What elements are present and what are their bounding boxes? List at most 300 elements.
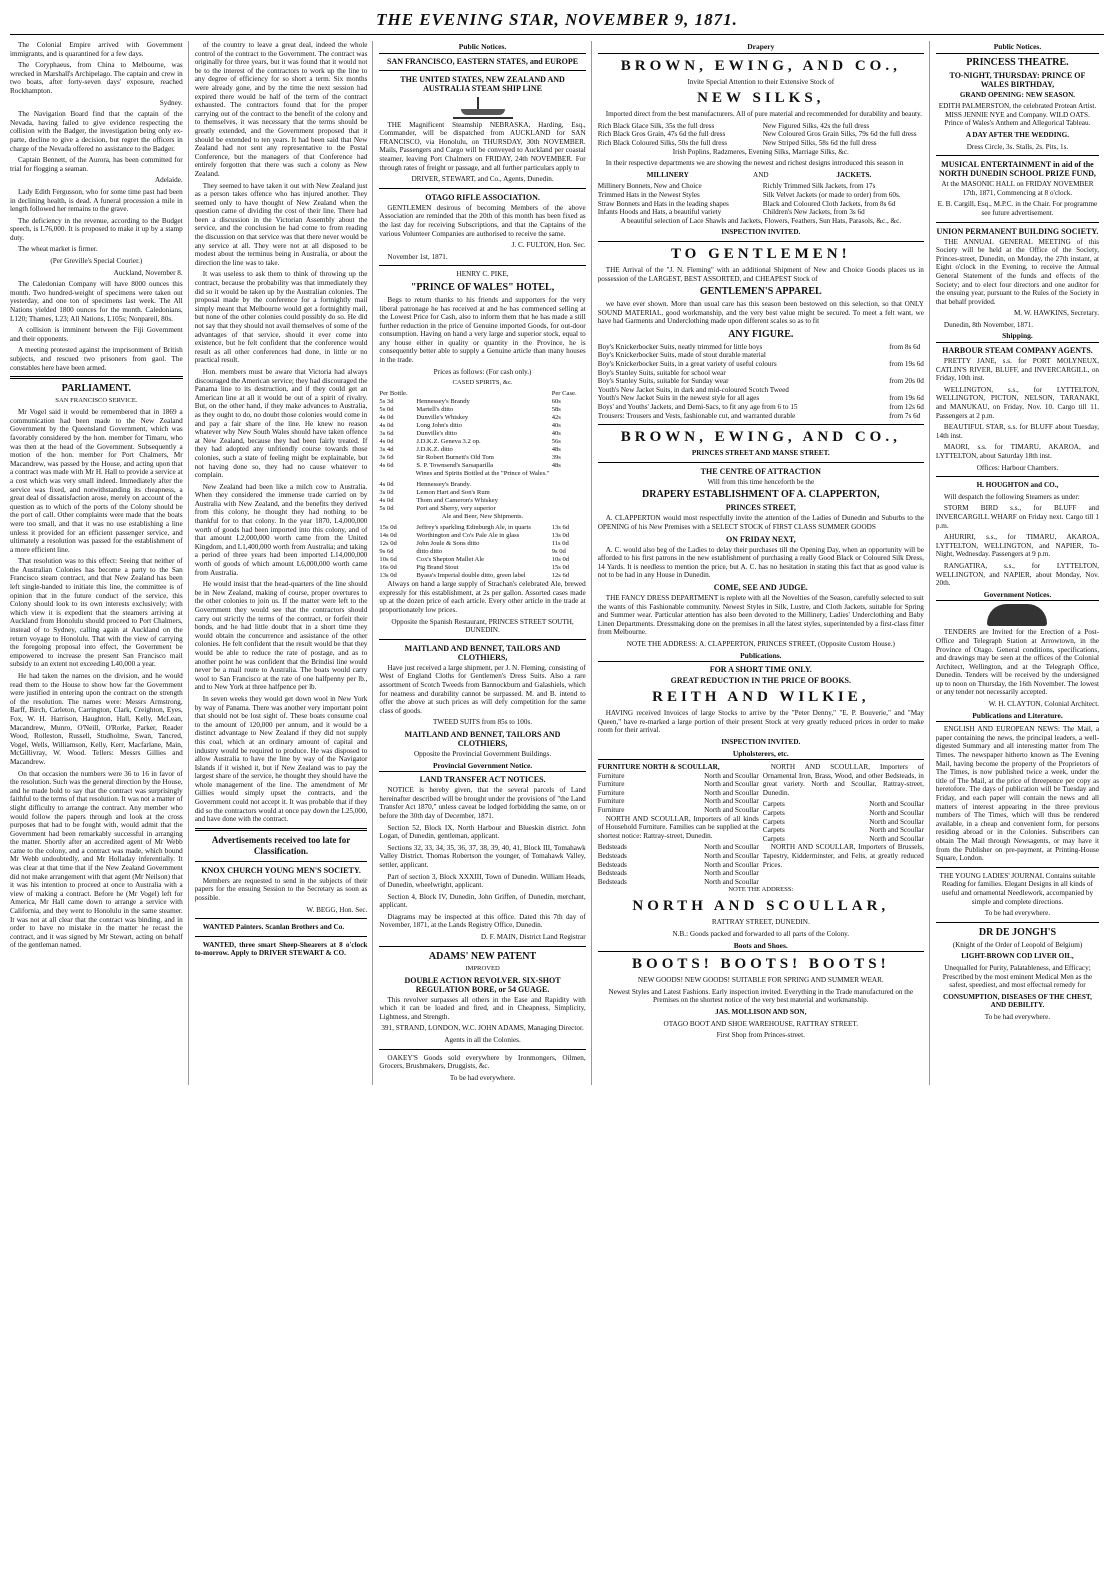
ad-title: GREAT REDUCTION IN THE PRICE OF BOOKS.	[670, 676, 851, 686]
ad-prices: Dress Circle, 3s. Stalls, 2s. Pits, 1s.	[966, 142, 1069, 151]
ad-title: FOR A SHORT TIME ONLY.	[709, 665, 812, 675]
list-item: Millinery Bonnets, New and Choice	[597, 182, 702, 191]
ad-body: GENTLEMEN desirous of becoming Members of the above Association are reminded that the 20th of this month has been fixed as the last day for receiving Subscriptions, and that the Captains of the various Volunteer Companies are authorised to receive the same.	[379, 203, 586, 238]
price-cell: 48s	[551, 462, 561, 470]
ad-tail: To be had everywhere.	[984, 1012, 1051, 1021]
divider	[195, 936, 368, 937]
price-cell	[889, 369, 924, 378]
item-name: Furniture	[597, 771, 625, 780]
ad-signature: W. BEGG, Hon. Sec.	[306, 905, 368, 914]
ad-signature: J. C. FULTON, Hon. Sec.	[511, 241, 586, 250]
price-cell: 9s 6d	[379, 548, 394, 556]
list-item: Youth's New Jacket Suits in the newest style for all ages	[597, 394, 760, 403]
ad-wanted: WANTED Painters. Scanlan Brothers and Co.	[202, 923, 345, 932]
list-item	[598, 806, 759, 815]
ad-title: KNOX CHURCH YOUNG MEN'S SOCIETY.	[201, 865, 361, 875]
ad-title: ADAMS' NEW PATENT	[428, 950, 537, 962]
prices-subheading: CASED SPIRITS, &c.	[452, 379, 513, 387]
ad-title: REITH AND WILKIE,	[652, 689, 870, 706]
list-item: Boy's Knickerbocker Suits, made of stout durable material	[597, 351, 766, 360]
item-name: Pig Brand Stout	[416, 564, 459, 572]
item-name: Dunville's Whiskey	[416, 414, 469, 422]
shipping-item: STORM BIRD s.s., for BLUFF and INVERCARGILL WHARF on Friday next. Cargo till 1 p.m.	[935, 504, 1100, 530]
item-name: Thom and Cameron's Whiskey	[416, 497, 498, 505]
list-item: Trimmed Hats in the Newest Styles	[597, 190, 700, 199]
ad-title: BROWN, EWING, AND CO.,	[620, 429, 901, 446]
dateline: Auckland, November 8.	[113, 268, 183, 277]
dateline: Adelaide.	[154, 176, 183, 185]
divider	[379, 265, 585, 266]
divider	[598, 462, 924, 463]
ad-body: THE ANNUAL GENERAL MEETING of this Society will be held at the Office of the Society, Princes-street, Dunedin, on Monday, the 27th instant, at Eight o'clock in the Evening, to receive the Annual General Statement of the funds and effects of the Society; and to elect four directors and one auditor for the ensuing year, pursuant to the Rules of the Society in that behalf provided.	[935, 237, 1100, 306]
ad-highlight: INSPECTION INVITED.	[721, 228, 801, 237]
list-item: New Figured Silks, 42s the full dress	[762, 121, 870, 130]
item-name: Furniture	[597, 780, 625, 789]
shipping-item: MAORI, s.s. for TIMARU, AKAROA, and LYTTELTON, about Saturday 18th inst.	[935, 443, 1100, 460]
price-cell: 13s 0d	[551, 532, 570, 540]
item-maker: North and Scoullar	[704, 860, 759, 869]
ad-subtitle: PRINCES STREET,	[725, 503, 796, 513]
item-name: Sir Robert Burnett's Old Tom	[416, 454, 494, 462]
north-scoullar-block	[598, 763, 924, 886]
ad-body: Imported direct from the best manufacturers. All of pure material and recommended for durability and beauty.	[605, 110, 922, 119]
section-header: Drapery	[598, 43, 924, 54]
ad-address: OTAGO BOOT AND SHOE WAREHOUSE, RATTRAY STREET.	[663, 1019, 859, 1028]
ad-subtitle: IMPROVED	[465, 964, 500, 972]
shipping-item: RANGATIRA, s.s., for LYTTELTON, WELLINGTON, and NAPIER, about Monday, Nov. 20th.	[935, 561, 1100, 588]
divider	[379, 639, 585, 640]
list-item: Rich Black Gros Grain, 47s 6d the full dress	[597, 130, 726, 139]
ad-date: Dunedin, 8th November, 1871.	[943, 320, 1034, 329]
item-maker: North and Scoullar	[869, 817, 924, 826]
item-name: S. P. Townsend's Sarsaparilla	[416, 462, 494, 470]
ad-signature: DRIVER, STEWART, and Co., Agents, Dunedin.	[411, 175, 554, 184]
price-cell	[552, 497, 586, 505]
list-item	[598, 797, 759, 806]
item-name: Furniture	[597, 797, 625, 806]
ad-address: RATTRAY STREET, DUNEDIN.	[711, 918, 810, 927]
ad-address: NOTE THE ADDRESS: A. CLAPPERTON, PRINCES STREET, (Opposite Custom House.)	[626, 639, 895, 648]
price-cell: from 8s 6d	[889, 342, 921, 351]
ad-body: NOTICE is hereby given, that the several parcels of Land hereinafter described will be brought under the provisions of "the Land Transfer Act 1870," unless caveat be lodged forbidding the same, on or before the 30th day of December, 1871.	[379, 786, 586, 820]
article-paragraph: Mr Vogel said it would be remembered that in 1869 a communication had been made to the New Zealand Government by the Queensland Government, which was favorably considered by the hon. member for Timaru, who was then at the head of the Government. Subsequently a motion of the hon. member for Port Chalmers, Mr Macandrew, was passed by the House, and acting upon that a contract was made with Mr H. Hall to provide a service at a cost which was very small indeed. Immediately after the service was fixed, and notwithstanding its cheapness, a great deal of dissatisfaction arose, merely on account of the question as to which of the ports of the Colony should be the port of call. Other complaints were made that the boats were too small, and that it was no use establishing a line unless it provided for an efficient passenger service, and ultimately a resolution was passed for the establishment of a more efficient line.	[10, 408, 183, 554]
section-header: Shipping.	[936, 332, 1099, 343]
item-name: Carpets	[762, 834, 785, 843]
ad-subtitle: A DAY AFTER THE WEDDING.	[965, 130, 1070, 139]
ad-subtitle: ANY FIGURE.	[728, 328, 794, 340]
ad-body: Diagrams may be inspected at this office. Dated this 7th day of November, 1871, at the Lands Registry Office, Dunedin.	[379, 912, 586, 930]
prices-heading: Prices as follows: (For cash only.)	[433, 367, 532, 376]
list-item	[763, 818, 924, 827]
price-cell: from 12s 6d	[889, 403, 924, 412]
ad-tail: To be had everywhere.	[449, 1073, 516, 1082]
ad-subtitle: TO-NIGHT, THURSDAY: PRINCE OF WALES BIRTHDAY,	[949, 70, 1086, 89]
ad-body: A. C. would also beg of the Ladies to delay their purchases till the Opening Day, when an opportunity will be afforded to his first patrons in the new establishment of purchasing a really Good Black or Coloured Silk Dress, 14 Yards. It is needless to mention the price, but A. C. has no hesitation in stating this fact that as good value is not to be had in any House in Dunedin.	[597, 545, 924, 580]
price-col-label: Per Bottle.	[379, 390, 408, 398]
item-name: Carpets	[762, 800, 785, 809]
list-item: Infants Hoods and Hats, a beautiful variety	[597, 208, 722, 217]
price-cell: 16s 0d	[379, 564, 397, 572]
list-item: Boy's Stanley Suits, suitable for Sunday wear	[597, 377, 729, 386]
item-name: Bedsteads	[597, 843, 627, 852]
furniture-list	[598, 772, 759, 815]
news-item: A collision is imminent between the Fiji Government and their opponents.	[10, 326, 183, 343]
price-cell	[889, 386, 924, 395]
list-item: New Striped Silks, 58s 6d the full dress	[762, 138, 877, 147]
price-cell: 4s 0d	[379, 422, 394, 430]
item-name: Carpets	[762, 826, 785, 835]
shipping-item: WELLINGTON, s.s., for LYTTELTON, WELLINGTON, PICTON, NELSON, TARANAKI, and MANUKAU, on Friday, Nov. 10. Cargo till 11. Passengers at 2 p.m.	[935, 385, 1100, 420]
column-news	[10, 41, 189, 1085]
item-name: Long John's ditto	[416, 422, 462, 430]
price-cell: 4s 0d	[379, 481, 394, 489]
item-name: Byass's Imperial double ditto, green label	[416, 572, 526, 580]
ad-highlight: TWEED SUITS from 85s to 100s.	[433, 718, 533, 727]
ad-body: EDITH PALMERSTON, the celebrated Protean Artist. MISS JENNIE NYE and Company. WILD OATS. Prince of Wales's Anthem and Allegorical Tableau.	[938, 102, 1097, 128]
price-cell: 39s	[551, 454, 561, 462]
ad-body: Begs to return thanks to his friends and supporters for the very liberal patronage he has received at and he has commenced selling at the Lowest Price for Cash, also to inform them that he has made a still further reduction in the price of Genuine imported Goods, for out-door consumption. Having on hand a very large and superior stock, equal to any house either in quality or quantity in the Province, he is consequently better able to supply a Genuine article than many houses in the trade.	[379, 295, 586, 365]
source-line: (Per Greville's Special Courier.)	[50, 257, 143, 266]
ad-body: A. CLAPPERTON would most respectfully invite the attention of the Ladies of Dunedin and Suburbs to the OPENING of his New Premises with a SELECT STOCK of FIRST CLASS SUMMER GOODS	[597, 514, 924, 531]
ad-body: THE Arrival of the "J. N. Fleming" with an additional Shipment of New and Choice Goods places us in possession of the LARGEST, BEST ASSORTED, and CHEAPEST Stock of	[597, 265, 924, 283]
price-cell: 10s 0d	[551, 556, 570, 564]
divider	[598, 424, 924, 425]
price-cell: from 19s 6d	[889, 394, 924, 403]
ale-table	[379, 524, 585, 580]
item-name: Port and Sherry, very superior	[416, 505, 496, 513]
list-item	[598, 878, 759, 887]
ad-body: THE YOUNG LADIES' JOURNAL Contains suitable Reading for families. Elegant Designs in all kinds of useful and ornamental Needlework, accompanied by simple and complete directions.	[939, 871, 1096, 906]
ad-title: NORTH AND SCOULLAR,	[632, 898, 890, 915]
article-paragraph: They seemed to have taken it out with New Zealand just as a person takes offence who has injured another. They seemed only to have thought of New Zealand when the question came of dividing the cost of their line. There had been a discussion in the Victorian Assembly about the service, and the conclusion he had come to from reading the discussion on that service was that there never would be any service at all. They were not at all disposed to be modest about the terminus being in Australia, or about the direction the line was to take.	[194, 181, 368, 267]
ad-body: NORTH AND SCOULLAR, Importers of all kinds of Household Furniture. Families can be supplied at the shortest notice: Rattray-street, Dunedin.	[597, 814, 759, 840]
ad-body: TENDERS are Invited for the Erection of a Post-Office and Telegraph Station at Arrowtown, in the Province of Otago. General conditions, specifications, and drawings may be seen at the offices of the Colonial Architect, Wellington, and at the Telegraph Office, Dunedin. Tenders will be received by the undersigned up to noon on Thursday, the 16th November. The lowest or any tender not necessarily accepted.	[935, 628, 1100, 697]
price-cell: 4s 0d	[379, 497, 394, 505]
section-header: Public Notices.	[936, 43, 1099, 54]
news-item: The Navigation Board find that the captain of the Nevada, having failed to give evidence respecting the collision with the Badger, the investigation being only ex-parte, decline to give a decision, but regret the officers in charge of the Nevada offered no assistance to the Badger.	[10, 110, 183, 153]
ad-body: HAVING received Invoices of large Stocks to arrive by the "Peter Denny," "E. P. Bouverie," and "May Queen," have re-marked a large portion of their present Stock at very greatly reduced prices in order to make room for their arrival.	[597, 709, 924, 735]
news-item: The Coryphaeus, from China to Melbourne, was wrecked in Marshall's Archipelago. The captain and crew in two boats, after forty-seven days' exposure, reached Rockhampton.	[10, 61, 183, 95]
divider	[936, 867, 1099, 868]
divider	[379, 946, 585, 947]
item-name: Dunville's ditto	[416, 430, 457, 438]
divider	[379, 1049, 585, 1050]
columns	[10, 41, 1104, 1085]
item-maker: North and Scoullar	[704, 869, 759, 878]
ad-subtitle: Invite Special Attention to their Extensive Stock of	[687, 77, 835, 86]
list-item: Youth's New Jacket Suits, in dark and mid-coloured Scotch Tweed	[597, 385, 789, 394]
ad-body: Have just received a large shipment, per J. N. Fleming, consisting of West of England Cloths for Gentlemen's Dress Suits. Also a rare assortment of Scotch Tweeds from Bannockburn and Galashiels, which for neatness and durability cannot be surpassed. M. and B. intend to offer the above at such prices as will defy competition for the same class of goods.	[379, 663, 586, 715]
list-item	[598, 869, 759, 878]
item-name: Bedsteads	[597, 860, 627, 869]
ad-subtitle: LIGHT-BROWN COD LIVER OIL,	[961, 952, 1074, 961]
price-cell: 3s 6d	[379, 430, 394, 438]
list-item: Boys' and Youths' Jackets, and Demi-Sacs, to fit any age from 6 to 15	[597, 403, 798, 412]
item-name: Jeffrey's sparkling Edinburgh Ale, in quarts	[416, 524, 531, 532]
ad-highlight: INSPECTION INVITED.	[721, 737, 801, 746]
newspaper-page	[10, 10, 1104, 1566]
ad-subtitle: THE UNITED STATES, NEW ZEALAND AND AUSTRALIA STEAM SHIP LINE	[400, 74, 565, 93]
item-name: Cox's Shepton Mallet Ale	[416, 556, 485, 564]
article-paragraph: of the country to leave a great deal, indeed the whole control of the contract to the Government. The contract was originally for three years, but it was found that it would not be to the interest of the contractors to work up the line to any degree of efficiency for so short a term. Six months were already gone, and by the time the next session had expired there would be half of the term of the contract exhausted. The contractors found that for the proper carrying out of the contract to the benefit of the colony and to themselves, it was necessary that the terms should be greatly extended, and the Government proposed that it should be extended to ten years. It had been said that New Zealand had not sent any representative to the Postal Conference, but the managers of that Conference had entirely forgotten that there was such a colony as New Zealand.	[194, 41, 368, 178]
ad-title: TO GENTLEMEN!	[670, 245, 851, 262]
item-maker: North and Scoullar	[704, 877, 759, 886]
ad-title: THE CENTRE OF ATTRACTION	[700, 466, 821, 476]
list-item	[763, 826, 924, 835]
ad-address: 391, STRAND, LONDON, W.C. JOHN ADAMS, Managing Director.	[381, 1024, 584, 1033]
section-header: Provincial Government Notice.	[379, 762, 585, 773]
item-name: Bedsteads	[597, 877, 627, 886]
price-col-label: Per Case.	[551, 390, 577, 398]
ad-body: Always on hand a large supply of Strachan's celebrated Ale, brewed expressly for this establishment, at 2s per gallon. Assorted cases made up at the dozen price of each article. Every other article in the trade at proportionately low prices.	[379, 580, 586, 615]
price-cell: 56s	[551, 438, 561, 446]
price-cell: 5s 3d	[379, 398, 394, 406]
article-paragraph: Hon. members must be aware that Victoria had always discouraged the American service; they had discouraged the Panama line to its destruction, and if they could get an American line at all it would be out of a spirit of rivalry. But, on the other hand, if they make advances to Australia, as they ought to do, no doubt those colonies would come in and pay a fair share of the line. He knew no reason whatever why New South Wales should have taken offence at New Zealand, because they had been fairly treated. If they had adopted any unfriendly course towards those colonies, such a state of feeling might be explainable, but not having done so, they had no cause whatever to complain.	[194, 367, 368, 480]
divider	[936, 922, 1099, 923]
price-cell: 11s 0d	[551, 540, 569, 548]
ad-subtitle: GRAND OPENING: NEW SEASON.	[959, 90, 1076, 99]
ad-body: A beautiful selection of Lace Shawls and Jackets, Flowers, Feathers, Sun Hats, Parasols, &c., &c.	[620, 216, 902, 225]
ad-name: JAS. MOLLISON AND SON,	[715, 1007, 807, 1016]
list-item: Richly Trimmed Silk Jackets, from 17s	[762, 182, 876, 191]
ad-body: Newest Styles and Latest Fashions. Early inspection invited. Everything in the Trade manufactured on the Premises on the shortest notice of the very best material and workmanship.	[608, 987, 914, 1005]
list-item	[598, 789, 759, 798]
item-name: Carpets	[762, 817, 785, 826]
ad-title: LAND TRANSFER ACT NOTICES.	[419, 775, 546, 785]
news-item: A meeting protested against the imprisonment of British subjects, and rescued two prisoners from gaol. The constables here have been armed.	[10, 346, 183, 372]
late-ads-heading: Advertisements received too late for Classification.	[211, 834, 351, 856]
list-item	[763, 835, 924, 844]
price-cell	[889, 351, 924, 360]
ad-title: MUSICAL ENTERTAINMENT in aid of the NORTH DUNEDIN SCHOOL PRIZE FUND,	[939, 160, 1096, 179]
ad-body: E. B. Cargill, Esq., M.P.C. in the Chair. For programme see future advertisement.	[937, 200, 1098, 217]
millinery-list	[598, 182, 924, 216]
ad-tail: First Shop from Princes-street.	[716, 1031, 805, 1040]
carpets-list	[763, 800, 924, 843]
ad-title: BOOTS! BOOTS! BOOTS!	[632, 956, 890, 973]
divider	[936, 155, 1099, 156]
item-maker: North and Scoullar	[704, 806, 759, 815]
ad-body: THE Magnificent Steamship NEBRASKA, Harding, Esq., Commander, will be dispatched from AUCKLAND for SAN FRANCISCO, via Honolulu, on THURSDAY, 30th NOVEMBER. Mails, Passengers and Cargo will be conveyed to Auckland per coastal steamer, leaving Port Chalmers on FRIDAY, 24th NOVEMBER. For through rates of freight or passage, and all further particulars apply to	[379, 120, 586, 172]
news-item: Lady Edith Fergusson, who for some time past had been in declining health, is dead. A funeral procession a mile in length followed her remains to the grave.	[10, 187, 183, 214]
price-cell: 48s	[551, 446, 561, 454]
ad-title: HARBOUR STEAM COMPANY AGENTS.	[942, 346, 1093, 356]
item-maker: North and Scoullar	[704, 843, 759, 852]
ad-body: NORTH AND SCOULLAR, Importers of Brussels, Tapestry, Kidderminster, and Felts, at greatly reduced Prices.	[762, 843, 924, 869]
list-item	[598, 852, 759, 861]
price-cell: 40s	[551, 422, 561, 430]
news-item: The wheat market is firmer.	[18, 245, 98, 254]
item-name: Worthington and Co's Pale Ale in glass	[416, 532, 520, 540]
section-heading: PARLIAMENT.	[61, 383, 132, 395]
item-maker: North and Scoullar	[704, 797, 759, 806]
price-cell: 42s	[551, 414, 561, 422]
divider	[10, 376, 183, 379]
ad-highlight: CONSUMPTION, DISEASES OF THE CHEST, AND DEBILITY.	[943, 992, 1092, 1010]
ad-address: Offices: Harbour Chambers.	[976, 463, 1059, 472]
price-table	[379, 398, 585, 470]
ad-title: OTAGO RIFLE ASSOCIATION.	[425, 192, 540, 202]
list-item	[763, 800, 924, 809]
price-cell: 14s 0d	[379, 532, 397, 540]
list-item: Boy's Stanley Suits, suitable for school wear	[597, 368, 726, 377]
silk-list	[598, 122, 924, 148]
ad-body: ENGLISH AND EUROPEAN NEWS: The Mail, a paper containing the news, the principal leaders, a well-digested Summary and all interesting matter from The Times. The newspaper hitherto known as The Evening Mail, having become the property of the Proprietors of The Times, is now published twice a week, under the title of The Mail, at the price of threepence per copy as heretofore. The days of publication will be Tuesday and Friday, and each paper will contain the news and all matters of interest appearing in the three previous numbers of The Times, which will thus be rendered available, in a cheap and convenient form, for persons residing abroad or in the Colonies. Subscribers can obtain The Mail through Newsagents, or may have it from the Publisher on pre-payment, at Printing-House Square, London.	[935, 725, 1100, 863]
item-maker: North and Scoullar	[704, 852, 759, 861]
price-cell	[552, 489, 586, 497]
item-maker: North and Scoullar	[869, 809, 924, 818]
list-item	[598, 861, 759, 870]
news-item: The deficiency in the revenue, according to the Budget speech, is L76,000. It is proposed to make it up by a stamp duty.	[10, 216, 183, 242]
item-name: J.D.K.Z. Geneva 3.2 op.	[416, 438, 481, 446]
ad-subtitle: GENTLEMEN'S APPAREL	[699, 286, 822, 298]
item-name: Martell's ditto	[416, 406, 454, 414]
ad-body: NORTH AND SCOULLAR, Importers of Ornamental Iron, Brass, Wood, and other Bedsteads, in great variety. North and Scoullar, Rattray-street, Dunedin.	[762, 763, 924, 797]
ad-title: MAITLAND AND BENNET, TAILORS AND CLOTHIERS,	[404, 729, 561, 748]
item-name: John Joule & Sons ditto	[416, 540, 480, 548]
price-cell: 4s 0d	[379, 438, 394, 446]
shipping-item: PRETTY JANE, s.s. for PORT MOLYNEUX, CATLIN'S RIVER, BLUFF, and INVERCARGILL, on Friday, 10th inst.	[935, 357, 1100, 383]
price-cell: 13s 6d	[551, 524, 570, 532]
item-name: Furniture	[597, 806, 625, 815]
subheading: SAN FRANCISCO SERVICE.	[55, 397, 138, 405]
royal-crest-icon	[987, 604, 1047, 626]
price-cell: 10s 6d	[379, 556, 397, 564]
section-header: Boots and Shoes.	[598, 942, 924, 953]
land-item: Section 4, Block IV, Dunedin, John Griffen, of Dunedin, merchant, applicant.	[379, 892, 586, 910]
price-cell: 5s 0d	[379, 505, 394, 513]
list-item: Black and Coloured Cloth Jackets, from 8s 6d	[762, 199, 896, 208]
list-item	[598, 843, 759, 852]
ad-body: Irish Poplins, Radzmeres, Evening Silks, Marriage Silks, &c.	[672, 147, 849, 156]
shipping-item: BEAUTIFUL STAR, s.s. for BLUFF about Tuesday, 14th inst.	[935, 423, 1100, 440]
ad-subtitle: COME, SEE AND JUDGE.	[713, 582, 808, 592]
item-maker: North and Scoullar	[704, 771, 759, 780]
divider	[379, 70, 585, 71]
price-cell: 4s 6d	[379, 462, 394, 470]
list-item	[598, 780, 759, 789]
dateline: Sydney.	[159, 98, 183, 107]
article-paragraph: He had taken the names on the division, and he would read them to the House to show how far the Government were justified in entering upon the contract on the strength of the resolution. The names were: Messrs Armstrong, Barff, Birch, Carleton, Carrington, Clark, Creighton, Eyes, Fox, W. H. Harrison, Haughton, Hall, Kelly, McLean, Macandrew, Munro, O'Neill, O'Rorke, Parker, Reader Wood, Rolleston, Russell, Studholme, Swan, Tancred, Vogel, Wells, Williamson, Kelly, Kerr, Macfarlane, Main, McGillivray, W. Wood. Tellers: Messrs Gillies and Macandrew.	[10, 672, 183, 766]
land-item: Sections 32, 33, 34, 35, 36, 37, 38, 39, 40, 41, Block III, Tomahawk Valley District. Thomas Robertson the younger, of Tomahawk Valley, settler, applicant.	[379, 843, 586, 869]
list-item: Boy's Knickerbocker Suits, neatly trimmed for little boys	[597, 342, 763, 351]
divider	[936, 476, 1099, 477]
divider	[195, 918, 368, 919]
list-item: Silk Velvet Jackets (or made to order) from 60s.	[762, 190, 901, 199]
land-item: Section 52, Block IX, North Harbour and Blueskin district. John Logan, of Dunedin, gentleman, applicant.	[379, 823, 586, 841]
ad-name: HENRY C. PIKE,	[456, 270, 509, 279]
list-item: Rich Black Glace Silk, 35s the full dress	[597, 121, 715, 130]
item-name: Hennessey's Brandy	[416, 398, 470, 406]
list-item: Children's New Jackets, from 3s 6d	[762, 208, 865, 217]
ad-date: November 1st, 1871.	[387, 252, 448, 261]
section-header: Upholsterers, etc.	[598, 750, 924, 761]
column-parliament	[195, 41, 374, 1085]
ad-wanted: WANTED, three smart Sheep-Shearers at 8 o'clock to-morrow. Apply to DRIVER STEWART & CO.	[194, 940, 368, 958]
item-name: Lemon Hart and Son's Rum	[416, 489, 490, 497]
article-paragraph: New Zealand had been like a milch cow to Australia. When they considered the immense trade carried on by Australia with New Zealand, and the benefits they derived from this colony, he thought they had nothing to be thankful for to that colony. In the year 1870, L4,000,000 worth of goods had been imported into this colony, and of that amount L2,000,000 worth came from the United Kingdom, and L1,400,000 worth from Australia; and taking a period of three years had been imported L14,000,000 worth of goods of which amount L6,000,000 worth came from Australia.	[194, 482, 368, 577]
divider	[379, 188, 585, 189]
news-item: The Colonial Empire arrived with Government immigrants, and is quarantined for a few days.	[10, 41, 183, 58]
price-cell: 3s 4d	[379, 446, 394, 454]
news-item: The Caledonian Company will have 8000 ounces this month. Two hundred-weight of specimens were taken out yesterday, and one ton of specimens last week. The All Nations yielded 1800 ounces for the month. Caledonians, L120; Thames, L23; All Nations, L105s; Nonpareil, 80s.	[10, 280, 183, 323]
item-maker: North and Scoullar	[869, 826, 924, 835]
list-item: New Coloured Gros Grain Silks, 79s 6d the full dress	[762, 130, 917, 139]
list-item	[763, 809, 924, 818]
ad-signature: M. W. HAWKINS, Secretary.	[1014, 309, 1100, 318]
ad-tail: To be had everywhere.	[984, 909, 1051, 918]
ad-body: OAKEY'S Goods sold everywhere by Ironmongers, Oilmen, Grocers, Brushmakers, Druggists, &c.	[379, 1053, 586, 1071]
item-maker: North and Scoullar	[869, 834, 924, 843]
item-name: Hennessey's Brandy.	[416, 481, 472, 489]
price-cell: 3s 0d	[379, 489, 394, 497]
price-cell: 12s 6d	[551, 572, 570, 580]
divider	[936, 222, 1099, 223]
ad-title: PRINCESS THEATRE.	[966, 56, 1069, 68]
shipping-item: AHURIRI, s.s., for TIMARU, AKAROA, LYTTELTON, WELLINGTON, and NAPIER, To-Night, Wednesday. Passengers at 9 p.m.	[935, 533, 1100, 559]
price-cell	[552, 505, 586, 513]
column-notices-right	[936, 41, 1104, 1085]
section-header: Public Notices.	[379, 43, 585, 54]
article-paragraph: That resolution was to this effect: Seeing that neither of the Australian Colonies has become a party to the San Francisco steam contract, and that New Zealand has been left single-handed to initiate this line, the committee is of opinion that in the future conduct of the service, this Colony should look to its own interests exclusively; with which view it is expedient that the steamers arriving at Auckland from Honolulu should proceed to Port Chalmers, instead of to Sydney, calling again at Auckland on the return voyage to Honolulu. That with the view of carrying the foregoing proposal into effect, the Government be empowered to increase the present San Francisco mail subsidy to an extent not exceeding L40,000 a year.	[10, 557, 183, 669]
ad-title: DRAPERY ESTABLISHMENT OF A. CLAPPERTON,	[642, 489, 880, 501]
price-cell: from 7s 6d	[889, 411, 921, 420]
item-maker: North and Scoullar	[869, 800, 924, 809]
price-cell: 12s 0d	[379, 540, 397, 548]
price-cell: 58s	[551, 406, 561, 414]
item-name: J.D.K.Z. ditto	[416, 446, 453, 454]
section-header: Publications.	[598, 652, 924, 663]
furniture-block	[598, 763, 759, 886]
column-drapery	[598, 41, 930, 1085]
news-item: Captain Bennett, of the Aurora, has been committed for trial for flogging a seaman.	[10, 156, 183, 173]
ad-address: PRINCES STREET AND MANSE STREET.	[691, 449, 830, 458]
list-item: Boy's Knickerbocker Suits, in a great variety of useful colours	[597, 360, 777, 369]
ad-body: In their respective departments we are showing the newest and richest designs introduced this season in	[605, 159, 904, 168]
price-cell: 60s	[551, 398, 561, 406]
price-cell	[552, 481, 586, 489]
ad-body: At the MASONIC HALL on FRIDAY NOVEMBER 17th, 1871, Commencing at 8 o'clock.	[941, 180, 1094, 197]
price-cell: 5s 0d	[379, 406, 394, 414]
price-table-header	[379, 390, 585, 398]
item-name: Bedsteads	[597, 869, 627, 878]
divider	[598, 241, 924, 242]
item-name: Bedsteads	[597, 852, 627, 861]
ad-title: MAITLAND AND BENNET, TAILORS AND CLOTHIERS,	[404, 643, 561, 662]
item-maker: North and Scoullar	[704, 780, 759, 789]
price-cell: from 20s 0d	[889, 377, 924, 386]
article-paragraph: On that occasion the numbers were 36 to 16 in favor of the resolution. Such was the general direction by the House, and he made bold to say that the contract was surprisingly faithful to the terms of that resolution. It was not a matter of slight difficulty to arrange the contract. Any member who would follow the papers through and look at the cross purposes that had to be fought with, would admit that the Government had been remarkably successful in arranging the matter. Shortly after an accredited agent of Mr Webb came to the colony, and a contract was made, which bound Mr Webb undoubtedly, and Mr Holladay inferentially. It was clear at that time that if the New Zealand Government did not make arrangement with that agent (Mr Neilson) that it was his intention to proceed at once to Australia with a view of making a contract. Before he (Mr Vogel) left for America, Mr Hall came down to arrange a service with California, and they went to Honolulu in the same steamer. It was not at all clear that the contract was binding, and in order to have no mistake in the matter he recast the contract, and it was signed by Mr Stewart, acting on behalf of the gentleman named.	[10, 769, 183, 950]
price-cell: 15s 0d	[379, 524, 397, 532]
price-cell: 9s 0d	[551, 548, 566, 556]
list-item: Rich Black Coloured Silks, 50s the full dress	[597, 138, 728, 147]
millinery-header: MILLINERY AND JACKETS.	[646, 170, 872, 179]
divider	[195, 828, 368, 831]
column-public-notices	[379, 41, 591, 1085]
ad-body: N.B.: Goods packed and forwarded to all parts of the Colony.	[672, 930, 850, 938]
price-cell: 40s	[551, 430, 561, 438]
prices-subheading: Wines and Spirits Bottled at the "Prince of Wales."	[415, 470, 550, 478]
price-cell: from 19s 6d	[889, 360, 924, 369]
price-cell: 15s 0d	[551, 564, 570, 572]
item-name: ditto ditto	[416, 548, 443, 556]
ad-signature: W. H. CLAYTON, Colonial Architect.	[988, 700, 1100, 709]
ad-name: H. HOUGHTON and CO.,	[976, 481, 1059, 490]
ad-title: FURNITURE NORTH & SCOULLAR,	[597, 763, 720, 772]
list-item: Trousers: Trousers and Vests, fashionable cut, and warranted durable	[597, 411, 796, 420]
steamship-icon	[453, 95, 513, 119]
ad-body: Members are requested to send in the subjects of their papers for the ensuing Session to the Secretary as soon as possible.	[194, 876, 368, 903]
